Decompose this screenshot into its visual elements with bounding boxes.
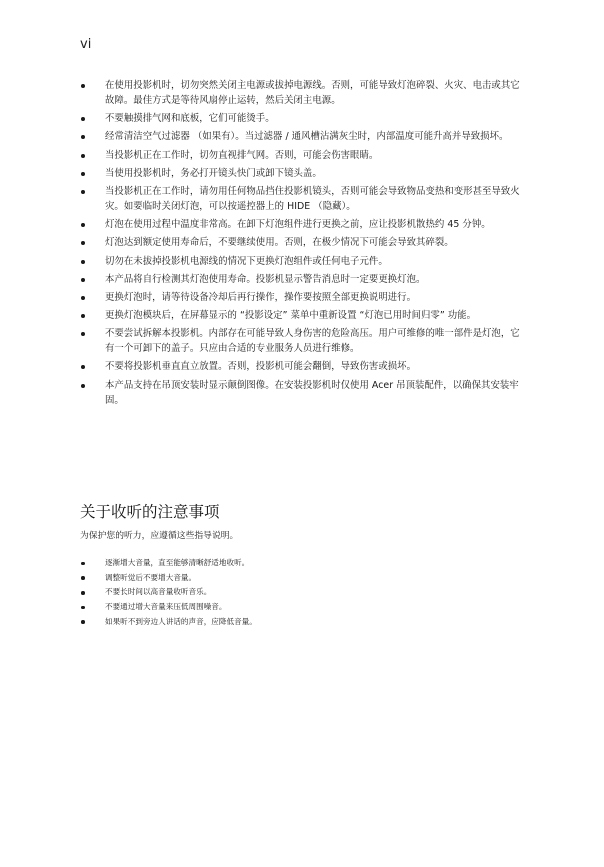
- bullet-icon: [81, 620, 85, 624]
- bullet-icon: [81, 190, 85, 194]
- bullet-icon: [81, 172, 85, 176]
- list-item-text: 本产品将自行检测其灯泡使用寿命。投影机显示警告消息时一定要更换灯泡。: [105, 273, 426, 285]
- bullet-icon: [81, 154, 85, 158]
- list-item: [80, 359, 520, 374]
- list-item-text: 当投影机正在工作时，请勿用任何物品挡住投影机镜头，否则可能会导致物品变热和变形甚至导致火灾。如要临时关闭灯泡，可以按遥控器上的 HIDE （隐藏）。: [105, 185, 520, 212]
- bullet-icon: [81, 296, 85, 300]
- list-item-text: 当投影机正在工作时，切勿直视排气网。否则，可能会伤害眼睛。: [105, 149, 379, 161]
- list-item-text: 调整听觉后不要增大音量。: [105, 572, 197, 582]
- list-item-text: 不要尝试拆解本投影机。内部存在可能导致人身伤害的危险高压。用户可维修的唯一部件是灯泡，它有一个可卸下的盖子。只应由合适的专业服务人员进行维修。: [105, 328, 520, 355]
- list-item: [80, 111, 520, 126]
- list-item-text: 灯泡在使用过程中温度非常高。在卸下灯泡组件进行更换之前，应让投影机散热约 45 分钟。: [105, 219, 491, 231]
- list-item: [80, 78, 520, 108]
- list-item: [80, 254, 520, 269]
- list-item: [80, 184, 520, 214]
- list-item-text: 切勿在未拔掉投影机电源线的情况下更换灯泡组件或任何电子元件。: [105, 255, 388, 267]
- list-item-text: 更换灯泡时，请等待设备冷却后再行操作，操作要按照全部更换说明进行。: [105, 291, 417, 303]
- bullet-icon: [81, 591, 85, 595]
- list-item-text: 在使用投影机时，切勿突然关闭主电源或拔掉电源线。否则，可能导致灯泡碎裂、火灾、电击或其它故障。最佳方式是等待风扇停止运转，然后关闭主电源。: [105, 80, 520, 106]
- bullet-icon: [81, 84, 85, 88]
- list-item-text: 本产品支持在吊顶安装时显示颠倒图像。在安装投影机时仅使用 Acer 吊顶装配件，以确保其安装牢固。: [105, 379, 519, 406]
- bullet-icon: [81, 314, 85, 318]
- section-title: 关于收听的注意事项: [80, 503, 220, 521]
- list-item: [80, 166, 520, 181]
- list-item-text: 如果听不到旁边人讲话的声音，应降低音量。: [105, 616, 257, 626]
- list-item: [80, 235, 520, 250]
- list-item: [80, 601, 520, 613]
- list-item-text: 不要长时间以高音量收听音乐。: [105, 587, 212, 597]
- list-item: [80, 290, 520, 305]
- section-intro: 为保护您的听力，应遵循这些指导说明。: [80, 531, 239, 541]
- bullet-icon: [81, 260, 85, 264]
- bullet-icon: [81, 135, 85, 139]
- list-item: [80, 217, 520, 232]
- bullet-icon: [81, 278, 85, 282]
- list-item: [80, 272, 520, 287]
- list-item-text: 不要触摸排气网和底板，它们可能烫手。: [105, 113, 275, 125]
- page-number: vi: [80, 37, 92, 52]
- bullet-icon: [81, 606, 85, 610]
- bullet-icon: [81, 241, 85, 245]
- list-item-text: 经常清洁空气过滤器 （如果有）。当过滤器 / 通风槽沾满灰尘时，内部温度可能升高并导致损坏。: [105, 131, 509, 143]
- list-item: [80, 616, 520, 628]
- bullet-icon: [81, 332, 85, 336]
- list-item-text: 灯泡达到额定使用寿命后，不要继续使用。否则，在极少情况下可能会导致其碎裂。: [105, 237, 454, 249]
- list-item: [80, 148, 520, 163]
- list-item: [80, 586, 520, 598]
- list-item-text: 不要通过增大音量来压低周围噪音。: [105, 602, 227, 612]
- bullet-icon: [81, 117, 85, 121]
- bullet-icon: [81, 384, 85, 388]
- list-item: [80, 572, 520, 584]
- listening-list: [80, 557, 520, 631]
- list-item: [80, 129, 520, 144]
- list-item-text: 不要将投影机垂直直立放置。否则，投影机可能会翻倒，导致伤害或损坏。: [105, 361, 417, 373]
- list-item-text: 当使用投影机时，务必打开镜头快门或卸下镜头盖。: [105, 167, 322, 179]
- bullet-icon: [81, 365, 85, 369]
- list-item: [80, 326, 520, 356]
- bullet-icon: [81, 576, 85, 580]
- safety-list: [80, 78, 520, 411]
- list-item: [80, 308, 520, 323]
- list-item-text: 逐渐增大音量，直至能够清晰舒适地收听。: [105, 558, 250, 567]
- list-item: [80, 378, 520, 408]
- bullet-icon: [81, 562, 85, 566]
- list-item: [80, 557, 520, 569]
- bullet-icon: [81, 223, 85, 227]
- list-item-text: 更换灯泡模块后，在屏幕显示的 “投影设定” 菜单中重新设置 “灯泡已用时间归零” 功能。: [105, 310, 477, 322]
